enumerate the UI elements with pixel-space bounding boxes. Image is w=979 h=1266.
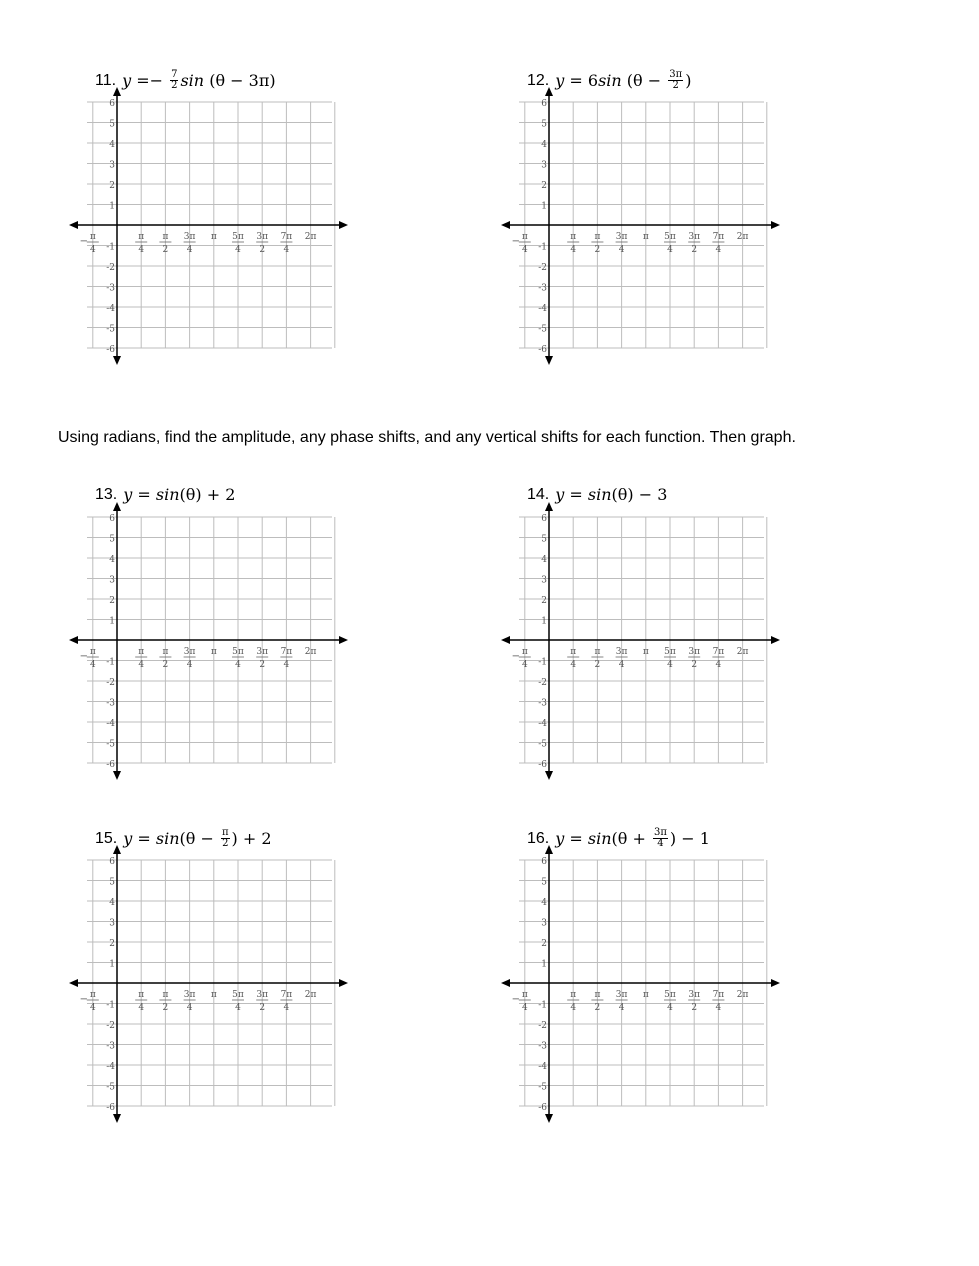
x-tick-denominator: 4 xyxy=(89,1003,96,1013)
y-tick-label: -6 xyxy=(106,760,115,770)
x-tick-minus-sign: − xyxy=(511,236,520,247)
y-tick-label: -2 xyxy=(106,263,115,273)
x-tick-numerator: π xyxy=(138,232,145,242)
y-tick-label: -6 xyxy=(538,1103,547,1113)
y-tick-label: 5 xyxy=(109,877,115,888)
x-tick-numerator: 2π xyxy=(304,647,317,657)
fraction xyxy=(170,70,178,91)
y-tick-label: -3 xyxy=(538,283,547,294)
coordinate-grid xyxy=(79,850,395,1150)
y-tick-label: -3 xyxy=(106,698,115,709)
x-tick-label xyxy=(643,990,649,1000)
fraction-numerator: 7 xyxy=(171,69,178,80)
x-tick-denominator: 4 xyxy=(235,1003,241,1013)
x-tick-label xyxy=(643,647,649,657)
y-tick-label: 2 xyxy=(109,181,115,191)
x-axis-left-arrow xyxy=(501,979,510,987)
equation xyxy=(555,485,667,504)
equation xyxy=(123,485,235,504)
x-tick-numerator: 3π xyxy=(688,647,701,657)
y-tick-label: 6 xyxy=(541,99,547,109)
y-tick-label: 1 xyxy=(541,959,547,970)
y-tick-label: -3 xyxy=(106,283,115,294)
y-tick-label: 3 xyxy=(109,918,115,929)
x-tick-label xyxy=(305,647,317,657)
y-tick-label: 5 xyxy=(541,534,547,545)
problem-title xyxy=(95,70,276,91)
x-tick-denominator: 4 xyxy=(521,245,528,255)
x-tick-numerator: 5π xyxy=(664,990,676,1000)
y-tick-label: 1 xyxy=(109,201,115,212)
y-tick-label: 1 xyxy=(109,959,115,970)
x-tick-numerator: 3π xyxy=(183,990,196,1000)
x-tick-numerator: 5π xyxy=(664,232,676,242)
x-tick-denominator: 4 xyxy=(186,245,193,255)
equation-variable: sin xyxy=(587,829,612,848)
fraction-denominator: 2 xyxy=(171,80,178,91)
fraction-numerator: π xyxy=(221,827,229,838)
x-tick-minus-sign: − xyxy=(79,994,88,1005)
equation-variable: y xyxy=(555,485,565,504)
x-tick-numerator: 7π xyxy=(712,990,725,1000)
x-tick-label xyxy=(80,990,99,1013)
x-tick-numerator: 3π xyxy=(688,990,701,1000)
y-tick-label: 3 xyxy=(109,160,115,171)
x-tick-numerator: π xyxy=(594,647,601,657)
x-tick-label xyxy=(737,647,749,657)
x-tick-numerator: 2π xyxy=(736,990,749,1000)
x-axis-right-arrow xyxy=(771,221,780,229)
fraction xyxy=(653,828,668,849)
y-tick-label: 6 xyxy=(109,857,115,867)
y-tick-label: 2 xyxy=(541,939,547,949)
x-axis-right-arrow xyxy=(339,221,348,229)
x-tick-numerator: 3π xyxy=(615,232,628,242)
y-tick-label: 1 xyxy=(541,616,547,627)
y-tick-label: -2 xyxy=(538,263,547,273)
x-tick-numerator: π xyxy=(89,647,96,657)
instructions-text: Using radians, find the amplitude, any phase shifts, and any vertical shifts for each function. Then graph. xyxy=(58,429,796,446)
y-tick-label: -6 xyxy=(538,345,547,355)
x-tick-label xyxy=(643,232,649,242)
equation-variable: sin xyxy=(180,71,205,90)
x-tick-denominator: 4 xyxy=(618,245,625,255)
equation-text: = xyxy=(132,829,156,848)
x-axis-left-arrow xyxy=(69,221,78,229)
x-tick-label xyxy=(737,232,749,242)
x-tick-denominator: 2 xyxy=(691,660,698,670)
y-tick-label: 5 xyxy=(541,119,547,130)
x-tick-numerator: π xyxy=(138,990,145,1000)
x-tick-label xyxy=(80,647,99,670)
x-tick-denominator: 4 xyxy=(283,660,290,670)
equation-text: = xyxy=(564,485,588,504)
x-tick-minus-sign: − xyxy=(511,994,520,1005)
y-tick-label: 3 xyxy=(541,160,547,171)
problem-title xyxy=(95,485,235,504)
x-axis-left-arrow xyxy=(69,636,78,644)
x-tick-denominator: 4 xyxy=(186,1003,193,1013)
x-tick-numerator: π xyxy=(210,232,217,242)
y-tick-label: 4 xyxy=(109,898,115,908)
problem-number: 14. xyxy=(527,485,550,503)
y-tick-label: 3 xyxy=(109,575,115,586)
x-tick-numerator: π xyxy=(138,647,145,657)
x-tick-denominator: 4 xyxy=(283,1003,290,1013)
x-tick-denominator: 4 xyxy=(521,1003,528,1013)
y-tick-label: 2 xyxy=(541,596,547,606)
x-tick-denominator: 4 xyxy=(89,660,96,670)
x-tick-numerator: π xyxy=(642,647,649,657)
y-tick-label: 4 xyxy=(109,140,115,150)
y-tick-label: 3 xyxy=(541,575,547,586)
x-tick-numerator: π xyxy=(521,647,528,657)
problem-title xyxy=(527,828,710,849)
y-tick-label: -6 xyxy=(106,1103,115,1113)
x-tick-minus-sign: − xyxy=(511,651,520,662)
equation-variable: sin xyxy=(155,485,180,504)
equation-variable: y xyxy=(122,71,132,90)
x-tick-denominator: 2 xyxy=(594,1003,601,1013)
x-tick-numerator: π xyxy=(210,647,217,657)
y-tick-label: -1 xyxy=(538,242,547,253)
problem-title xyxy=(527,70,691,91)
y-tick-label: -1 xyxy=(538,657,547,668)
x-tick-numerator: 5π xyxy=(232,232,244,242)
equation-text: = xyxy=(132,485,156,504)
y-axis-bottom-arrow xyxy=(113,1114,121,1123)
x-axis-left-arrow xyxy=(501,221,510,229)
x-tick-numerator: π xyxy=(570,232,577,242)
x-tick-denominator: 4 xyxy=(667,1003,673,1013)
y-tick-label: -3 xyxy=(538,1041,547,1052)
x-axis-right-arrow xyxy=(771,979,780,987)
equation-text: ) − 1 xyxy=(669,829,710,848)
y-tick-label: 6 xyxy=(109,99,115,109)
x-tick-numerator: 7π xyxy=(712,647,725,657)
y-tick-label: -1 xyxy=(106,242,115,253)
x-tick-numerator: π xyxy=(521,232,528,242)
y-tick-label: -2 xyxy=(106,678,115,688)
y-tick-label: 5 xyxy=(541,877,547,888)
problem-number: 16. xyxy=(527,829,550,847)
y-tick-label: 2 xyxy=(541,181,547,191)
equation-text: (θ − xyxy=(621,71,667,90)
y-tick-label: -2 xyxy=(538,1021,547,1031)
y-tick-label: -3 xyxy=(106,1041,115,1052)
y-tick-label: -1 xyxy=(538,1000,547,1011)
x-tick-denominator: 4 xyxy=(570,660,577,670)
y-tick-label: -4 xyxy=(106,719,115,729)
x-tick-denominator: 4 xyxy=(186,660,193,670)
equation-text: (θ − xyxy=(179,829,219,848)
equation-variable: y xyxy=(555,71,565,90)
x-tick-denominator: 2 xyxy=(691,1003,698,1013)
x-tick-denominator: 4 xyxy=(667,660,673,670)
x-tick-minus-sign: − xyxy=(79,236,88,247)
x-tick-denominator: 2 xyxy=(259,245,266,255)
fraction-numerator: 3π xyxy=(669,69,683,80)
y-tick-label: 5 xyxy=(109,534,115,545)
y-tick-label: 2 xyxy=(109,939,115,949)
equation-text: = xyxy=(564,829,588,848)
x-tick-denominator: 4 xyxy=(283,245,290,255)
x-tick-denominator: 4 xyxy=(570,245,577,255)
x-tick-denominator: 2 xyxy=(594,245,601,255)
y-tick-label: -4 xyxy=(106,1062,115,1072)
y-tick-label: 6 xyxy=(541,514,547,524)
y-tick-label: -5 xyxy=(538,324,547,335)
y-tick-label: -5 xyxy=(106,739,115,750)
x-tick-denominator: 4 xyxy=(715,245,722,255)
y-tick-label: -5 xyxy=(106,1082,115,1093)
y-tick-label: 1 xyxy=(541,201,547,212)
fraction-denominator: 2 xyxy=(222,838,229,849)
x-tick-numerator: 3π xyxy=(615,990,628,1000)
x-tick-numerator: 3π xyxy=(688,232,701,242)
coordinate-grid xyxy=(511,850,827,1150)
x-tick-numerator: π xyxy=(570,990,577,1000)
problem-title xyxy=(527,485,667,504)
y-tick-label: 6 xyxy=(541,857,547,867)
x-tick-numerator: 2π xyxy=(736,232,749,242)
x-tick-label xyxy=(512,990,531,1013)
x-tick-denominator: 2 xyxy=(162,660,169,670)
x-tick-numerator: 2π xyxy=(736,647,749,657)
x-tick-denominator: 2 xyxy=(259,1003,266,1013)
equation-variable: y xyxy=(123,485,133,504)
y-tick-label: 1 xyxy=(109,616,115,627)
x-tick-label xyxy=(211,232,217,242)
y-tick-label: -5 xyxy=(538,739,547,750)
x-tick-denominator: 4 xyxy=(618,660,625,670)
y-tick-label: -6 xyxy=(538,760,547,770)
y-tick-label: 6 xyxy=(109,514,115,524)
x-axis-right-arrow xyxy=(339,636,348,644)
x-tick-numerator: π xyxy=(210,990,217,1000)
x-tick-numerator: 7π xyxy=(280,232,293,242)
y-tick-label: 4 xyxy=(541,898,547,908)
y-axis-bottom-arrow xyxy=(113,356,121,365)
y-tick-label: -1 xyxy=(106,657,115,668)
y-tick-label: 4 xyxy=(109,555,115,565)
x-tick-label xyxy=(512,232,531,255)
equation-variable: sin xyxy=(598,71,622,90)
x-tick-denominator: 2 xyxy=(594,660,601,670)
x-tick-numerator: π xyxy=(89,990,96,1000)
x-tick-numerator: 3π xyxy=(183,232,196,242)
equation xyxy=(555,828,710,849)
fraction xyxy=(221,828,230,849)
x-tick-denominator: 4 xyxy=(715,1003,722,1013)
x-tick-denominator: 2 xyxy=(259,660,266,670)
equation xyxy=(123,828,271,849)
x-tick-numerator: 3π xyxy=(256,647,269,657)
equation-text: (θ) + 2 xyxy=(179,485,236,504)
x-tick-label xyxy=(211,990,217,1000)
equation-text: (θ − 3π) xyxy=(204,71,276,90)
x-tick-numerator: π xyxy=(594,232,601,242)
x-tick-numerator: π xyxy=(570,647,577,657)
x-tick-numerator: 5π xyxy=(232,990,244,1000)
problem-number: 13. xyxy=(95,485,118,503)
x-tick-label xyxy=(737,990,749,1000)
y-tick-label: 4 xyxy=(541,140,547,150)
y-tick-label: 2 xyxy=(109,596,115,606)
x-tick-numerator: π xyxy=(162,232,169,242)
x-tick-label xyxy=(512,647,531,670)
y-tick-label: -2 xyxy=(106,1021,115,1031)
coordinate-grid xyxy=(79,92,395,392)
fraction xyxy=(668,70,683,91)
x-tick-numerator: 3π xyxy=(256,232,269,242)
equation xyxy=(122,70,276,91)
equation-variable: y xyxy=(555,829,565,848)
equation-text: ) + 2 xyxy=(231,829,272,848)
x-tick-numerator: 3π xyxy=(183,647,196,657)
y-tick-label: -5 xyxy=(106,324,115,335)
x-tick-label xyxy=(305,990,317,1000)
y-tick-label: -1 xyxy=(106,1000,115,1011)
x-tick-numerator: π xyxy=(594,990,601,1000)
y-tick-label: -4 xyxy=(106,304,115,314)
y-tick-label: -5 xyxy=(538,1082,547,1093)
x-tick-numerator: 7π xyxy=(280,990,293,1000)
y-axis-bottom-arrow xyxy=(545,771,553,780)
x-tick-denominator: 2 xyxy=(162,245,169,255)
y-tick-label: 4 xyxy=(541,555,547,565)
y-axis-bottom-arrow xyxy=(545,1114,553,1123)
y-tick-label: -4 xyxy=(538,719,547,729)
equation xyxy=(555,70,691,91)
equation-text: = 6 xyxy=(564,71,599,90)
y-tick-label: 3 xyxy=(541,918,547,929)
coordinate-grid xyxy=(79,507,395,807)
coordinate-grid xyxy=(511,507,827,807)
x-tick-label xyxy=(305,232,317,242)
equation-text: =− xyxy=(131,71,169,90)
fraction-denominator: 2 xyxy=(672,80,679,91)
problem-title xyxy=(95,828,272,849)
x-tick-denominator: 4 xyxy=(138,1003,145,1013)
y-axis-bottom-arrow xyxy=(113,771,121,780)
x-tick-denominator: 4 xyxy=(235,660,241,670)
x-tick-denominator: 2 xyxy=(691,245,698,255)
equation-text: (θ + xyxy=(611,829,651,848)
x-tick-denominator: 4 xyxy=(235,245,241,255)
y-axis-bottom-arrow xyxy=(545,356,553,365)
x-tick-numerator: π xyxy=(642,990,649,1000)
y-tick-label: -2 xyxy=(538,678,547,688)
problem-number: 11. xyxy=(95,71,117,89)
fraction-numerator: 3π xyxy=(653,827,667,838)
equation-variable: y xyxy=(123,829,133,848)
equation-text: ) xyxy=(685,71,692,90)
x-tick-numerator: 3π xyxy=(256,990,269,1000)
y-tick-label: -4 xyxy=(538,1062,547,1072)
x-tick-denominator: 2 xyxy=(162,1003,169,1013)
x-tick-numerator: 2π xyxy=(304,232,317,242)
equation-text: (θ) − 3 xyxy=(611,485,668,504)
x-tick-label xyxy=(211,647,217,657)
x-axis-left-arrow xyxy=(69,979,78,987)
x-tick-numerator: 2π xyxy=(304,990,317,1000)
x-tick-numerator: π xyxy=(162,647,169,657)
y-tick-label: -6 xyxy=(106,345,115,355)
y-tick-label: -4 xyxy=(538,304,547,314)
x-tick-minus-sign: − xyxy=(79,651,88,662)
problem-number: 15. xyxy=(95,829,118,847)
x-tick-numerator: 3π xyxy=(615,647,628,657)
x-tick-label xyxy=(80,232,99,255)
x-tick-denominator: 4 xyxy=(618,1003,625,1013)
x-tick-denominator: 4 xyxy=(138,245,145,255)
x-tick-numerator: 7π xyxy=(712,232,725,242)
x-tick-numerator: 5π xyxy=(232,647,244,657)
x-axis-right-arrow xyxy=(771,636,780,644)
equation-variable: sin xyxy=(587,485,612,504)
x-tick-numerator: 7π xyxy=(280,647,293,657)
x-tick-denominator: 4 xyxy=(89,245,96,255)
x-axis-left-arrow xyxy=(501,636,510,644)
fraction-denominator: 4 xyxy=(657,838,664,849)
x-tick-denominator: 4 xyxy=(667,245,673,255)
equation-variable: sin xyxy=(155,829,180,848)
x-tick-denominator: 4 xyxy=(521,660,528,670)
x-tick-denominator: 4 xyxy=(570,1003,577,1013)
coordinate-grid xyxy=(511,92,827,392)
x-tick-numerator: π xyxy=(89,232,96,242)
x-tick-denominator: 4 xyxy=(138,660,145,670)
x-tick-denominator: 4 xyxy=(715,660,722,670)
y-tick-label: -3 xyxy=(538,698,547,709)
x-tick-numerator: π xyxy=(521,990,528,1000)
x-tick-numerator: π xyxy=(162,990,169,1000)
x-tick-numerator: π xyxy=(642,232,649,242)
problem-number: 12. xyxy=(527,71,550,89)
x-tick-numerator: 5π xyxy=(664,647,676,657)
x-axis-right-arrow xyxy=(339,979,348,987)
y-tick-label: 5 xyxy=(109,119,115,130)
